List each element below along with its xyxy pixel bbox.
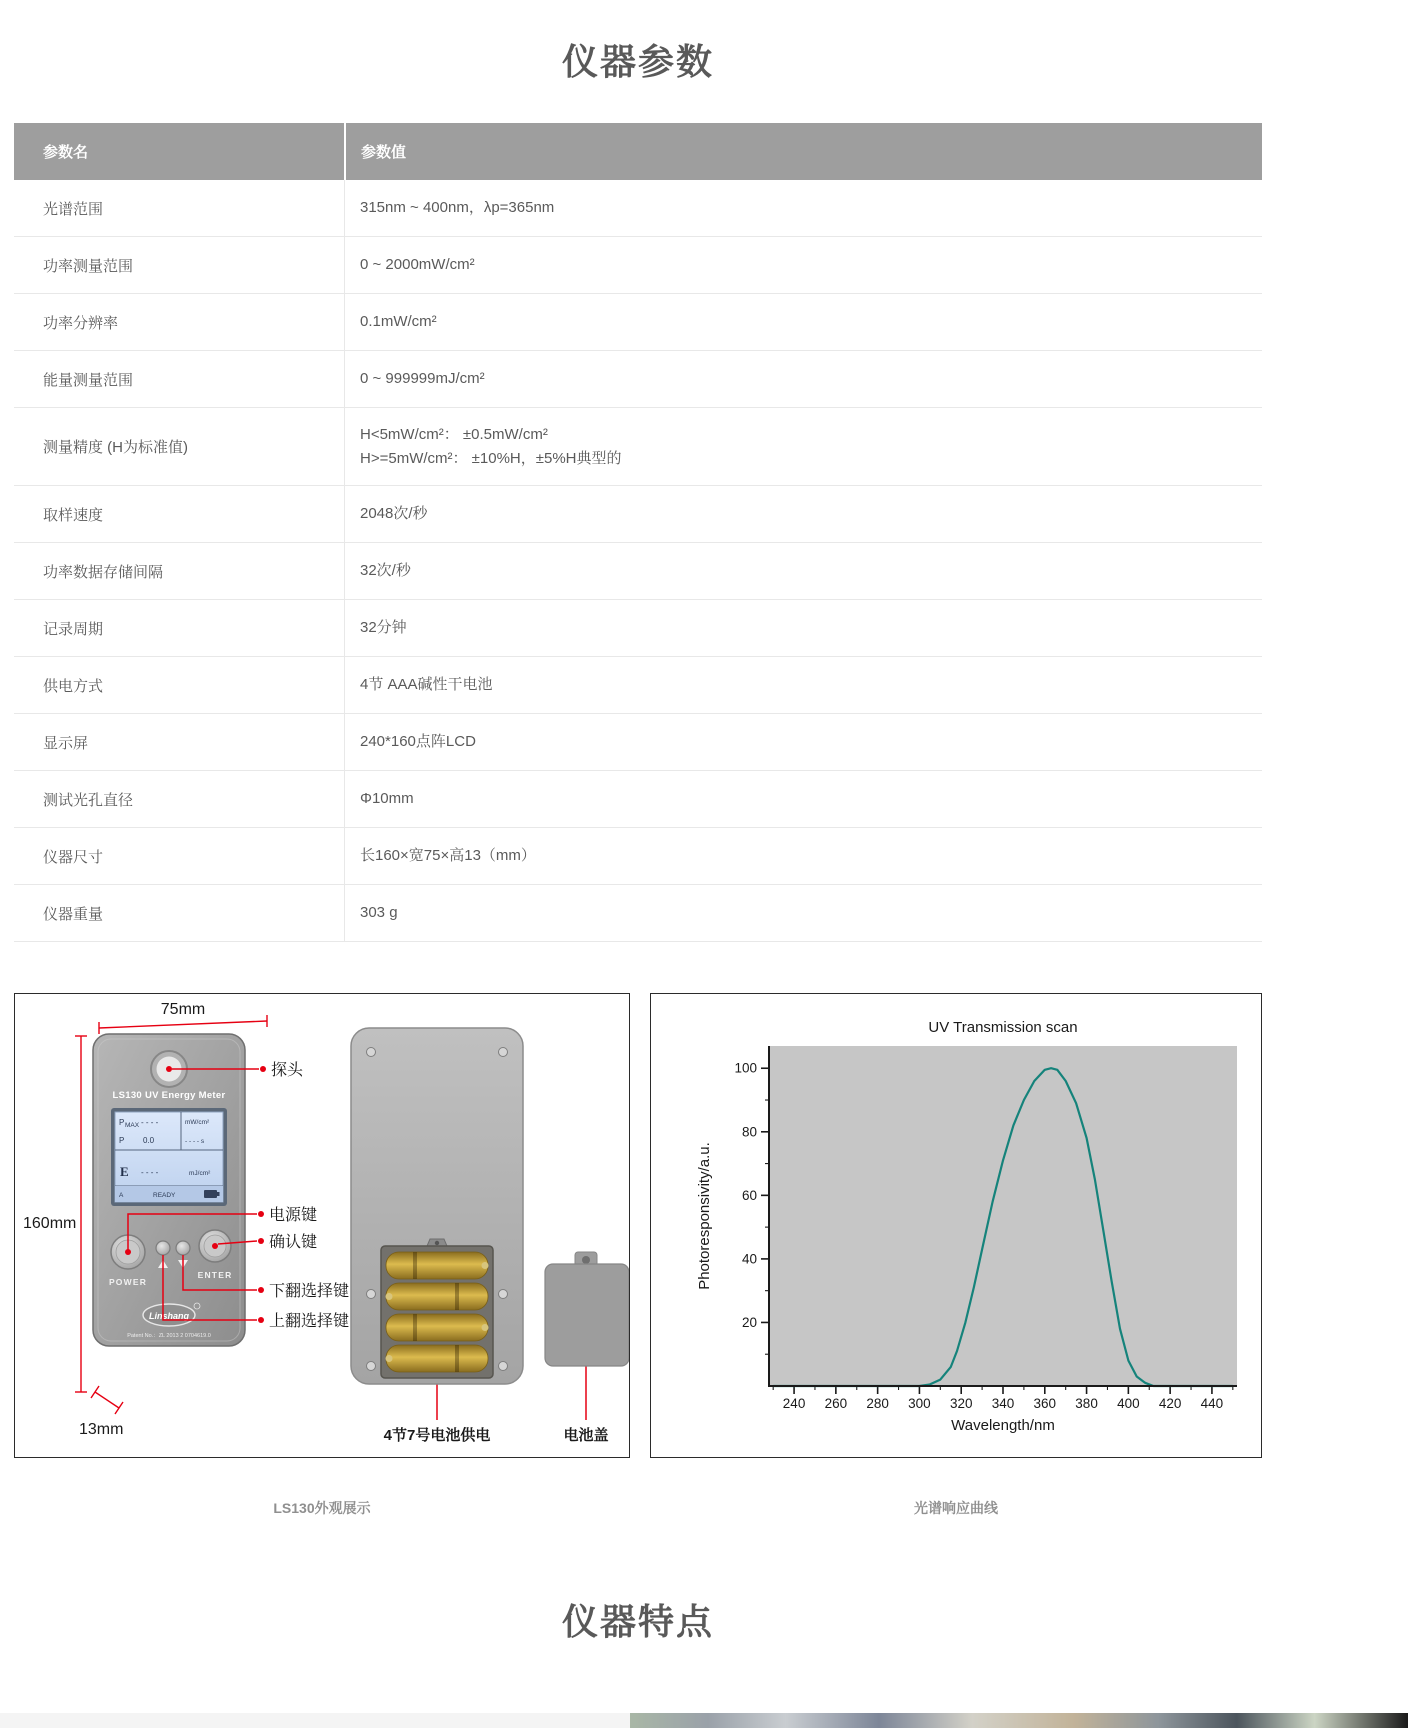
device-model-label: LS130 UV Energy Meter <box>112 1090 226 1101</box>
param-value: 240*160点阵LCD <box>344 714 1262 770</box>
param-value: 315nm ~ 400nm，λp=365nm <box>344 180 1262 236</box>
enter-button-label: ENTER <box>197 1270 233 1280</box>
param-value: Φ10mm <box>344 771 1262 827</box>
table-row <box>14 408 1262 486</box>
param-value: 4节 AAA碱性干电池 <box>344 657 1262 713</box>
table-row <box>14 294 1262 351</box>
table-row <box>14 180 1262 237</box>
param-name: 能量测量范围 <box>43 371 134 389</box>
lcd-pmax-label: P <box>119 1118 125 1127</box>
y-axis-title: Photoresponsivity/a.u. <box>696 1142 713 1290</box>
y-tick-label: 60 <box>741 1187 757 1203</box>
x-axis-title: Wavelength/nm <box>951 1417 1055 1434</box>
up-select-button <box>156 1241 170 1255</box>
lcd-e-value: - - - - <box>141 1168 159 1177</box>
lcd-power-unit: mW/cm² <box>185 1119 210 1126</box>
header-param-name: 参数名 <box>43 144 89 161</box>
spectral-chart-caption: 光谱响应曲线 <box>914 1500 998 1516</box>
table-row <box>14 237 1262 294</box>
param-name: 显示屏 <box>43 734 89 752</box>
chart-title: UV Transmission scan <box>928 1019 1078 1036</box>
param-value: 2048次/秒 <box>344 486 1262 542</box>
param-name: 光谱范围 <box>43 200 104 218</box>
y-tick-label: 80 <box>741 1124 757 1140</box>
device-figure-caption: LS130外观展示 <box>273 1500 371 1516</box>
param-name: 测量精度 (H为标准值) <box>43 439 188 456</box>
table-row <box>14 486 1262 543</box>
battery-cover-annotation: 电池盖 <box>563 1427 609 1444</box>
brand-name: Linshang <box>149 1311 189 1321</box>
next-image-left-blank <box>0 1713 630 1728</box>
lcd-energy-unit: mJ/cm² <box>189 1170 211 1177</box>
lcd-p-label: P <box>119 1136 125 1145</box>
y-tick-label: 20 <box>741 1314 757 1330</box>
param-name: 取样速度 <box>43 506 104 524</box>
param-value: 32分钟 <box>344 600 1262 656</box>
next-section-image-edge <box>0 1713 1408 1728</box>
battery-compartment <box>381 1239 493 1378</box>
lcd-mode: A <box>119 1192 124 1199</box>
power-button-label: POWER <box>108 1277 148 1287</box>
param-value: H<5mW/cm²： ±0.5mW/cm² H>=5mW/cm²： ±10%H，±5%H典型的 <box>344 408 1262 485</box>
y-tick-label: 100 <box>734 1060 757 1076</box>
param-name: 功率测量范围 <box>43 257 134 275</box>
device-front-view <box>93 1034 245 1346</box>
patent-number: Patent No.：ZL 2013 2 0704619.0 <box>127 1333 211 1339</box>
device-illustration <box>15 994 629 1457</box>
up-key-annotation: 上翻选择键 <box>269 1313 350 1330</box>
uv-transmission-chart <box>651 994 1261 1457</box>
spec-table <box>14 123 1262 942</box>
table-row <box>14 600 1262 657</box>
param-value: 303 g <box>344 885 1262 941</box>
lcd-pmax-value: - - - - <box>141 1118 159 1127</box>
x-tick-label: 340 <box>991 1396 1015 1411</box>
spec-table-body <box>14 180 1262 942</box>
lcd-time-value: - - - - s <box>185 1138 205 1145</box>
param-value: 32次/秒 <box>344 543 1262 599</box>
device-back-view <box>351 1028 523 1384</box>
y-tick-label: 40 <box>741 1251 757 1267</box>
header-param-value: 参数值 <box>344 123 1262 180</box>
param-value: 长160×宽75×高13（mm） <box>344 828 1262 884</box>
param-name: 记录周期 <box>43 620 104 638</box>
down-key-annotation: 下翻选择键 <box>269 1283 350 1300</box>
down-select-button <box>176 1241 190 1255</box>
device-figure-panel <box>14 993 630 1458</box>
lcd-pmax-sub: MAX <box>125 1122 140 1129</box>
section-title-parameters: 仪器参数 <box>561 41 714 82</box>
probe-annotation: 探头 <box>271 1062 304 1079</box>
param-name: 仪器尺寸 <box>43 848 104 866</box>
x-tick-label: 280 <box>866 1396 889 1411</box>
lcd-status: READY <box>153 1192 176 1199</box>
param-value: 0 ~ 2000mW/cm² <box>344 237 1262 293</box>
table-row <box>14 657 1262 714</box>
param-name: 功率分辨率 <box>43 314 119 332</box>
x-tick-label: 380 <box>1075 1396 1098 1411</box>
power-key-annotation: 电源键 <box>269 1207 318 1224</box>
section-title-features: 仪器特点 <box>561 1601 714 1642</box>
table-row <box>14 714 1262 771</box>
lcd-e-label: E <box>120 1164 129 1179</box>
thickness-dimension-label: 13mm <box>79 1421 124 1438</box>
table-row <box>14 885 1262 942</box>
x-tick-label: 440 <box>1200 1396 1224 1411</box>
lcd-screen <box>111 1108 227 1206</box>
table-row <box>14 828 1262 885</box>
param-name: 测试光孔直径 <box>43 791 134 809</box>
lcd-p-value: 0.0 <box>143 1136 155 1145</box>
x-tick-label: 240 <box>782 1396 806 1411</box>
x-tick-label: 300 <box>908 1396 931 1411</box>
param-value: 0.1mW/cm² <box>344 294 1262 350</box>
width-dimension-label: 75mm <box>160 1001 206 1018</box>
x-tick-label: 420 <box>1158 1396 1182 1411</box>
chart-plot-area <box>769 1046 1237 1386</box>
x-tick-label: 400 <box>1117 1396 1140 1411</box>
height-dimension-label: 160mm <box>23 1215 77 1232</box>
table-row <box>14 771 1262 828</box>
x-tick-label: 260 <box>824 1396 848 1411</box>
battery-annotation: 4节7号电池供电 <box>383 1427 491 1444</box>
spectral-chart-panel <box>650 993 1262 1458</box>
table-row <box>14 351 1262 408</box>
param-name: 供电方式 <box>43 677 104 695</box>
param-name: 功率数据存储间隔 <box>43 563 164 581</box>
confirm-key-annotation: 确认键 <box>269 1234 318 1251</box>
x-tick-label: 320 <box>949 1396 973 1411</box>
next-image-photo-edge <box>630 1713 1408 1728</box>
battery-cover <box>545 1252 629 1366</box>
table-row <box>14 543 1262 600</box>
param-value: 0 ~ 999999mJ/cm² <box>344 351 1262 407</box>
x-tick-label: 360 <box>1033 1396 1057 1411</box>
param-name: 仪器重量 <box>43 905 104 923</box>
spec-table-header-row <box>14 123 1262 180</box>
